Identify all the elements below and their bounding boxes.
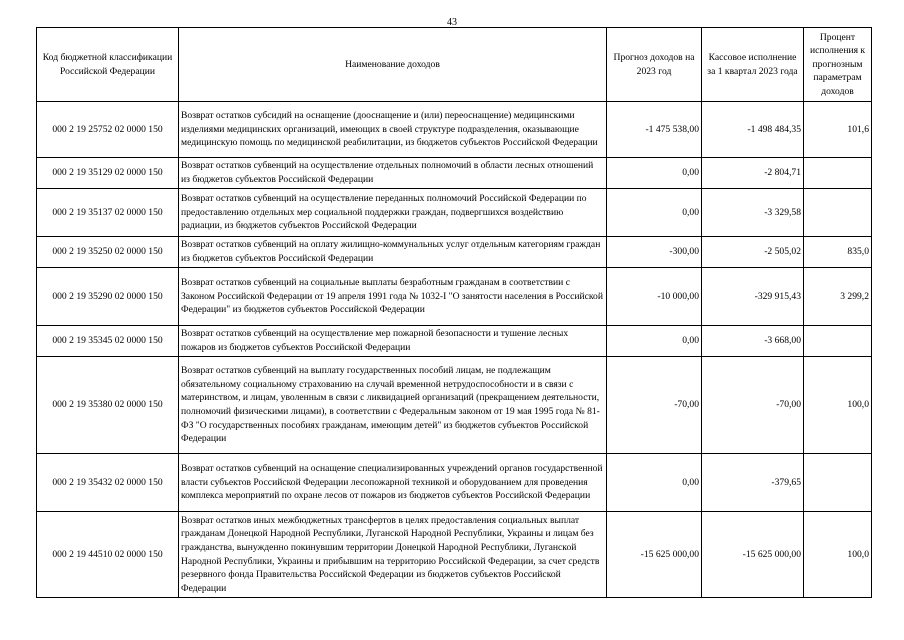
header-name: Наименование доходов — [179, 28, 607, 102]
row-execution: -379,65 — [702, 454, 804, 512]
row-percent — [804, 454, 872, 512]
row-percent: 3 299,2 — [804, 268, 872, 326]
row-execution: -2 505,02 — [702, 237, 804, 268]
row-name: Возврат остатков субвенций на оплату жилищно-коммунальных услуг отдельным категориям граждан из бюджетов субъектов Российской Федерации — [179, 237, 607, 268]
table-row — [37, 102, 872, 158]
row-execution: -2 804,71 — [702, 158, 804, 189]
row-name: Возврат остатков субсидий на оснащение (дооснащение и (или) переоснащение) медицинскими изделиями медицинских организаций, имеющих в своей структуре подразделения, оказывающие медицинскую помощь по медицинской реабилитации, из бюджетов субъектов Российской Федерации — [179, 102, 607, 158]
table-row — [37, 158, 872, 189]
row-name: Возврат остатков субвенций на осуществление мер пожарной безопасности и тушение лесных пожаров из бюджетов субъектов Российской Федерации — [179, 326, 607, 357]
table-row — [37, 189, 872, 237]
row-execution: -15 625 000,00 — [702, 512, 804, 598]
table-row — [37, 237, 872, 268]
row-execution: -3 329,58 — [702, 189, 804, 237]
row-name: Возврат остатков субвенций на социальные выплаты безработным гражданам в соответствии с Законом Российской Федерации от 19 апреля 1991 года № 1032-I "О занятости населения в Российской Федерации" из бюджетов субъектов Российской Федерации — [179, 268, 607, 326]
row-name: Возврат остатков иных межбюджетных трансфертов в целях предоставления социальных выплат гражданам Донецкой Народной Республики, Луганской Народной Республики, Украины и лицам без гражданства, вынужденно покинувшим территории Донецкой Народной Республики, Луганской Народной Республики, Украины и прибывшим на территорию Российской Федерации, за счет средств резервного фонда Правительства Российской Федерации из бюджетов субъектов Российской Федерации — [179, 512, 607, 598]
row-execution: -3 668,00 — [702, 326, 804, 357]
row-percent: 101,6 — [804, 102, 872, 158]
revenue-table — [36, 27, 872, 598]
row-percent: 835,0 — [804, 237, 872, 268]
header-forecast: Прогноз доходов на 2023 год — [607, 28, 702, 102]
header-execution: Кассовое исполнение за 1 квартал 2023 года — [702, 28, 804, 102]
row-code: 000 2 19 35432 02 0000 150 — [37, 454, 179, 512]
row-execution: -1 498 484,35 — [702, 102, 804, 158]
row-code: 000 2 19 35129 02 0000 150 — [37, 158, 179, 189]
row-code: 000 2 19 35380 02 0000 150 — [37, 357, 179, 454]
table-row — [37, 268, 872, 326]
row-code: 000 2 19 35345 02 0000 150 — [37, 326, 179, 357]
table-row — [37, 326, 872, 357]
row-code: 000 2 19 35250 02 0000 150 — [37, 237, 179, 268]
table-row — [37, 512, 872, 598]
table-header-row — [37, 28, 872, 102]
row-forecast: 0,00 — [607, 454, 702, 512]
row-code: 000 2 19 44510 02 0000 150 — [37, 512, 179, 598]
row-forecast: -10 000,00 — [607, 268, 702, 326]
row-percent — [804, 326, 872, 357]
row-code: 000 2 19 35290 02 0000 150 — [37, 268, 179, 326]
header-code: Код бюджетной классификации Российской Федерации — [37, 28, 179, 102]
row-name: Возврат остатков субвенций на оснащение специализированных учреждений органов государственной власти субъектов Российской Федерации лесопожарной техникой и оборудованием для проведения комплекса мероприятий по охране лесов от пожаров из бюджетов субъектов Российской Федерации — [179, 454, 607, 512]
table-row — [37, 357, 872, 454]
row-code: 000 2 19 35137 02 0000 150 — [37, 189, 179, 237]
table-row — [37, 454, 872, 512]
row-execution: -329 915,43 — [702, 268, 804, 326]
row-forecast: -70,00 — [607, 357, 702, 454]
row-forecast: 0,00 — [607, 326, 702, 357]
header-percent: Процент исполнения к прогнозным параметрам доходов — [804, 28, 872, 102]
row-forecast: -15 625 000,00 — [607, 512, 702, 598]
row-code: 000 2 19 25752 02 0000 150 — [37, 102, 179, 158]
page-number: 43 — [447, 17, 457, 28]
row-name: Возврат остатков субвенций на осуществление переданных полномочий Российской Федерации по предоставлению отдельных мер социальной поддержки граждан, подвергшихся воздействию радиации, из бюджетов субъектов Российской Федерации — [179, 189, 607, 237]
row-name: Возврат остатков субвенций на осуществление отдельных полномочий в области лесных отношений из бюджетов субъектов Российской Федерации — [179, 158, 607, 189]
row-execution: -70,00 — [702, 357, 804, 454]
row-forecast: 0,00 — [607, 158, 702, 189]
row-forecast: -1 475 538,00 — [607, 102, 702, 158]
row-forecast: -300,00 — [607, 237, 702, 268]
row-percent — [804, 189, 872, 237]
row-forecast: 0,00 — [607, 189, 702, 237]
row-percent: 100,0 — [804, 357, 872, 454]
row-percent: 100,0 — [804, 512, 872, 598]
row-name: Возврат остатков субвенций на выплату государственных пособий лицам, не подлежащим обязательному социальному страхованию на случай временной нетрудоспособности и в связи с материнством, и лицам, уволенным в связи с ликвидацией организаций (прекращением деятельности, полномочий физическими лицами), в соответствии с Федеральным законом от 19 мая 1995 года № 81-ФЗ "О государственных пособиях гражданам, имеющим детей" из бюджетов субъектов Российской Федерации — [179, 357, 607, 454]
row-percent — [804, 158, 872, 189]
